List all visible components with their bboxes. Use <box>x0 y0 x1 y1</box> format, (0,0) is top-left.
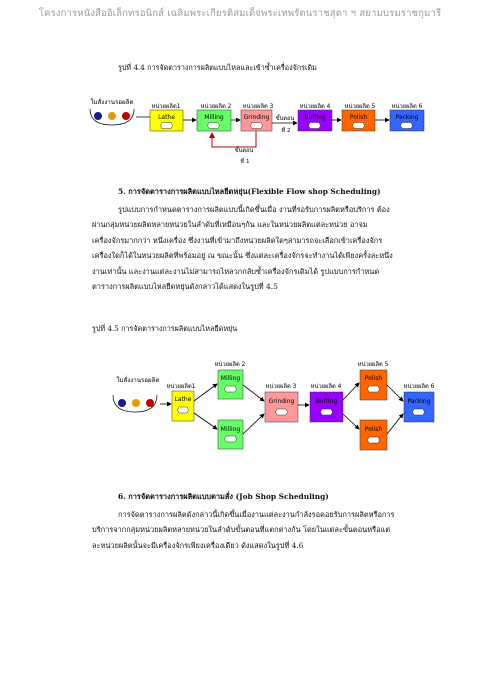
milling-bottom-part-icon <box>225 436 237 442</box>
unit5-label-1: หน่วยผลิต1 <box>166 384 196 390</box>
buffing-part-icon <box>309 123 321 129</box>
section-6-line-3: ละหน่วยผลิตนั้นจะมีเครื่องจักรเพียงเครื่องเดียว ดังแสดงในรูปที่ 4.6 <box>92 540 304 550</box>
unit5-label-3: หน่วยผลิต 3 <box>265 384 297 390</box>
grinding-label: Grinding <box>243 114 270 121</box>
unit5-label-5: หน่วยผลิต 5 <box>357 362 389 368</box>
buffing-label: Buffing <box>304 114 326 121</box>
section-5-line-1: รูปแบบการกำหนดตารางการผลิตแบบนี้เกิดขึ้นเมื่อ งานที่รอรับการผลิตหรือบริการ ต้อง <box>118 205 390 214</box>
job-dot-c <box>146 399 154 407</box>
section-6-line-1: การจัดตารางการผลิตดังกล่าวนี้เกิดขึ้นเมื่องานแต่ละงานกำลังรอคอยรับการผลิตหรือการ <box>118 510 395 519</box>
milling-part-icon <box>208 123 220 129</box>
split-arrow-bottom-2 <box>343 414 359 429</box>
packing-part-icon-2 <box>413 409 425 415</box>
job-dot-b <box>132 399 140 407</box>
milling-machine-bottom <box>218 420 243 449</box>
reentry-loop-arrow <box>212 131 256 147</box>
step2-label-line2: ที่ 2 <box>281 128 291 134</box>
split-arrow-bottom <box>194 413 217 429</box>
polish-bottom-label: Polish <box>364 426 383 433</box>
order-queue-label: ใบสั่งงานรอผลิต <box>90 99 134 106</box>
polish-top-label: Polish <box>364 375 383 382</box>
figure-4-5-diagram <box>0 358 480 470</box>
unit-label-3: หน่วยผลิต 3 <box>242 104 274 110</box>
job-dot-a <box>118 399 126 407</box>
milling-bottom-label: Milling <box>220 426 241 433</box>
merge-arrow-top <box>243 385 264 401</box>
lathe-label: Lathe <box>158 114 175 121</box>
section-5-line-6: ตารางการผลิตแบบไหลยืดหยุ่นดังกล่าวได้แสดงในรูปที่ 4.5 <box>92 282 278 292</box>
unit5-label-4: หน่วยผลิต 4 <box>310 384 342 390</box>
unit5-label-6: หน่วยผลิต 6 <box>403 384 435 390</box>
figure-4-4-caption: รูปที่ 4.4 การจัดตารางการผลิตแบบไหลและเข้าซ้ำเครื่องจักรเดิม <box>118 63 317 72</box>
polish-machine-bottom <box>360 420 387 450</box>
figure-4-4-diagram <box>0 92 480 166</box>
buffing-machine-2 <box>310 392 343 422</box>
lathe-part-icon-2 <box>178 407 189 413</box>
polish-bottom-part-icon <box>368 437 380 443</box>
unit-label-5: หน่วยผลิต 5 <box>344 104 376 110</box>
merge-arrow-bottom <box>243 414 264 434</box>
polish-top-part-icon <box>368 386 380 392</box>
job-dot-1 <box>94 112 102 120</box>
lathe-part-icon <box>161 123 173 129</box>
section-5-title: 5. การจัดตารางการผลิตแบบไหลยืดหยุ่น(Flexible Flow shop Scheduling) <box>118 187 381 196</box>
unit-label-6: หน่วยผลิต 6 <box>391 104 423 110</box>
job-dot-2 <box>108 112 116 120</box>
grinding-label-2: Grinding <box>268 398 295 405</box>
grinding-part-icon <box>251 123 263 129</box>
milling-label: Milling <box>204 114 224 121</box>
polish-label: Polish <box>349 114 368 121</box>
milling-top-label: Milling <box>220 375 241 382</box>
packing-label: Packing <box>395 114 419 121</box>
milling-top-part-icon <box>225 386 237 392</box>
section-5-paragraph <box>92 202 440 294</box>
job-dot-3 <box>122 112 130 120</box>
order-queue-label-2: ใบสั่งงานรอผลิต <box>116 377 160 384</box>
section-5-line-3: เครื่องจักรมากกว่า หนึ่งเครื่อง ซึ่งงานที่เข้ามาถึงหน่วยผลิตใดๆสามารถจะเลือกเข้าเครื่องจักร <box>92 235 383 245</box>
section-5-line-4: เครื่องใดก็ได้ในหน่วยผลิตที่พร้อมอยู่ ณ ขณะนั้น ซึ่งแต่ละเครื่องจักรจะทำงานได้เพียงครั้งละหนึ่ง <box>92 251 393 261</box>
step1-label-line2: ที่ 1 <box>240 159 250 165</box>
buffing-part-icon-2 <box>321 409 333 415</box>
packing-machine-2 <box>404 392 434 422</box>
packing-label-2: Packing <box>407 398 431 405</box>
section-6-line-2: บริการจากกลุ่มหน่วยผลิตหลายหน่วยในลำดับขั้นตอนที่แตกต่างกัน โดยในแต่ละขั้นตอนหรือแต่ <box>92 525 391 535</box>
lathe-label-2: Lathe <box>174 396 192 403</box>
merge-arrow-bottom-2 <box>387 414 403 434</box>
figure-4-5-caption: รูปที่ 4.5 การจัดตารางการผลิตแบบไหลยืดหยุ่น <box>92 324 238 333</box>
unit-label-4: หน่วยผลิต 4 <box>299 104 331 110</box>
polish-part-icon <box>353 123 365 129</box>
packing-part-icon <box>401 123 413 129</box>
unit-label-2: หน่วยผลิต 2 <box>200 104 232 110</box>
section-6-title: 6. การจัดตารางการผลิตแบบตามสั่ง (Job Shop Scheduling) <box>118 492 329 501</box>
page-header: โครงการหนังสืออิเล็กทรอนิกส์ เฉลิมพระเกียรติสมเด็จพระเทพรัตนราชสุดา ฯ สยามบรมราชกุมารี <box>38 8 442 19</box>
unit-label-1: หน่วยผลิต1 <box>151 104 181 110</box>
step2-label-line1: ขั้นตอน <box>275 116 295 122</box>
section-5-line-5: งานเท่านั้น และงานแต่ละงานไม่สามารถไหลวกกลับซ้ำเครื่องจักรเดิมได้ รูปแบบการกำหนด <box>92 266 380 276</box>
merge-arrow-top-2 <box>387 385 403 401</box>
grinding-part-icon-2 <box>276 409 288 415</box>
step1-label-line1: ขั้นตอน <box>234 148 254 154</box>
buffing-label-2: Buffing <box>315 398 338 405</box>
split-arrow-top-2 <box>343 383 359 400</box>
section-5-line-2: ผ่านกลุ่มหน่วยผลิตหลายหน่วยในลำดับที่เหมือนๆกัน และในหน่วยผลิตแต่ละหน่วย อาจม <box>92 220 368 230</box>
unit5-label-2: หน่วยผลิต 2 <box>214 362 246 368</box>
section-6-paragraph <box>92 507 440 553</box>
split-arrow-top <box>194 384 217 401</box>
grinding-machine-2 <box>265 392 298 422</box>
